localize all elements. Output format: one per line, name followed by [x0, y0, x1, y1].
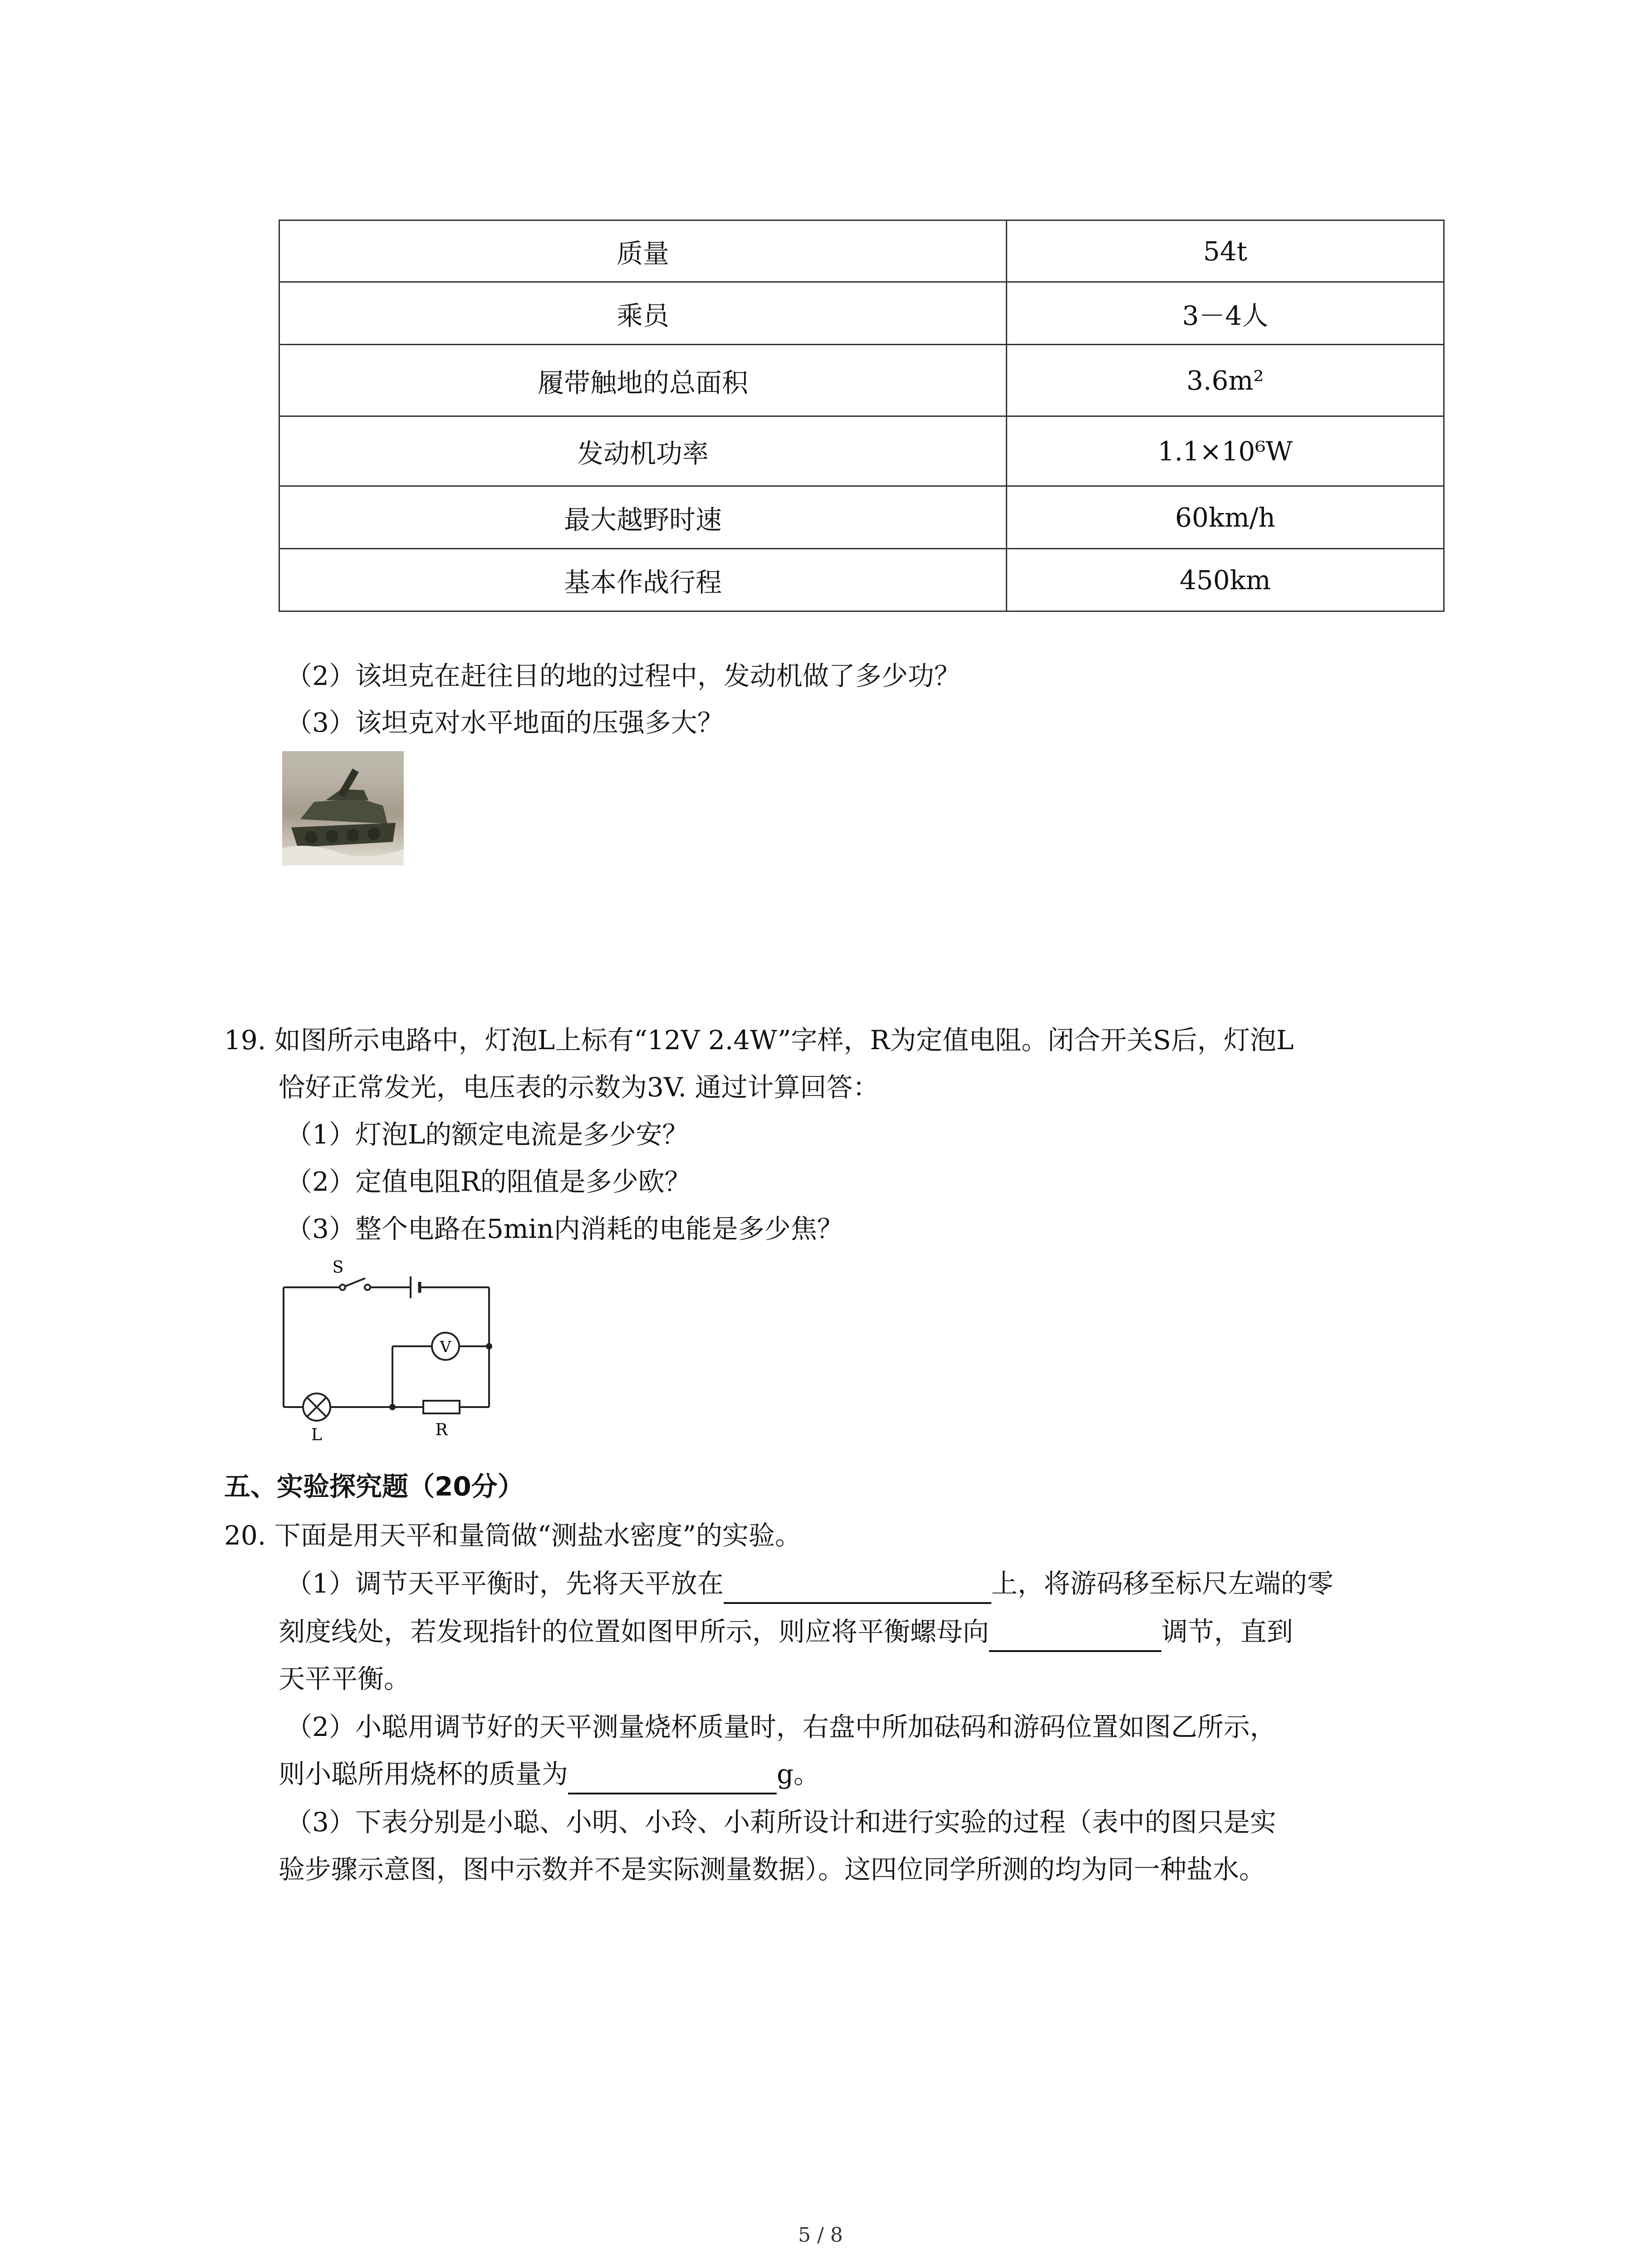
table-row	[279, 549, 1444, 611]
q19-line2: 恰好正常发光，电压表的示数为3V. 通过计算回答：	[279, 1072, 879, 1103]
cell-value: 450km	[1007, 549, 1444, 611]
table-row	[279, 282, 1444, 345]
lamp-label: L	[311, 1426, 322, 1444]
table-row	[279, 486, 1444, 549]
section-title: 五、实验探究题（20分）	[224, 1471, 524, 1502]
q19-sub2: （2）定值电阻R的阻值是多少欧？	[286, 1166, 691, 1197]
answer-blank-3[interactable]	[568, 1761, 777, 1794]
switch-label: S	[332, 1258, 344, 1277]
table-row	[279, 416, 1444, 486]
tank-image	[282, 751, 404, 865]
q20-p1d: 调节，直到	[1161, 1616, 1293, 1647]
resistor-label: R	[435, 1421, 448, 1439]
q19-sub3: （3）整个电路在5min内消耗的电能是多少焦？	[286, 1213, 843, 1244]
q20-p2-line2	[279, 1754, 820, 1794]
q20-intro: 20. 下面是用天平和量筒做“测盐水密度”的实验。	[224, 1520, 801, 1551]
q20-p3b: 验步骤示意图，图中示数并不是实际测量数据）。这四位同学所测的均为同一种盐水。	[279, 1854, 1266, 1885]
q18-sub2: （2）该坦克在赶往目的地的过程中，发动机做了多少功？	[286, 660, 960, 691]
table-row	[279, 345, 1444, 416]
circuit-diagram	[272, 1256, 508, 1447]
spec-table	[279, 220, 1445, 612]
cell-value: 60km/h	[1007, 486, 1444, 549]
cell-value: 1.1×10⁶W	[1007, 416, 1444, 486]
cell-label: 质量	[279, 220, 1007, 282]
q20-p1c: 刻度线处，若发现指针的位置如图甲所示，则应将平衡螺母向	[279, 1616, 989, 1647]
cell-value: 3.6m²	[1007, 345, 1444, 416]
q20-p2c: g。	[777, 1759, 820, 1789]
q19-sub1: （1）灯泡L的额定电流是多少安？	[286, 1119, 689, 1150]
answer-blank-2[interactable]	[989, 1618, 1161, 1652]
cell-label: 最大越野时速	[279, 486, 1007, 549]
q20-p1a: （1）调节天平平衡时，先将天平放在	[286, 1568, 724, 1599]
voltmeter-label: V	[440, 1338, 451, 1356]
answer-blank-1[interactable]	[724, 1570, 991, 1604]
q20-p1-line1	[286, 1563, 1333, 1604]
cell-value: 3－4人	[1007, 282, 1444, 345]
q20-p1e: 天平平衡。	[279, 1663, 411, 1694]
cell-label: 乘员	[279, 282, 1007, 345]
q20-p3a: （3）下表分别是小聪、小明、小玲、小莉所设计和进行实验的过程（表中的图只是实	[286, 1807, 1276, 1838]
cell-label: 发动机功率	[279, 416, 1007, 486]
q18-sub3: （3）该坦克对水平地面的压强多大？	[286, 707, 724, 738]
q20-p1b: 上，将游码移至标尺左端的零	[991, 1568, 1333, 1599]
q20-p2b: 则小聪所用烧杯的质量为	[279, 1759, 568, 1789]
table-row	[279, 220, 1444, 282]
q20-p2a: （2）小聪用调节好的天平测量烧杯质量时，右盘中所加砝码和游码位置如图乙所示，	[286, 1711, 1276, 1742]
page-number: 5 / 8	[798, 2224, 843, 2247]
q19-line1: 19. 如图所示电路中，灯泡L上标有“12V 2.4W”字样，R为定值电阻。闭合开关S后，灯泡L	[224, 1025, 1294, 1056]
q20-p1-line2	[279, 1611, 1293, 1652]
cell-label: 履带触地的总面积	[279, 345, 1007, 416]
cell-label: 基本作战行程	[279, 549, 1007, 611]
cell-value: 54t	[1007, 220, 1444, 282]
